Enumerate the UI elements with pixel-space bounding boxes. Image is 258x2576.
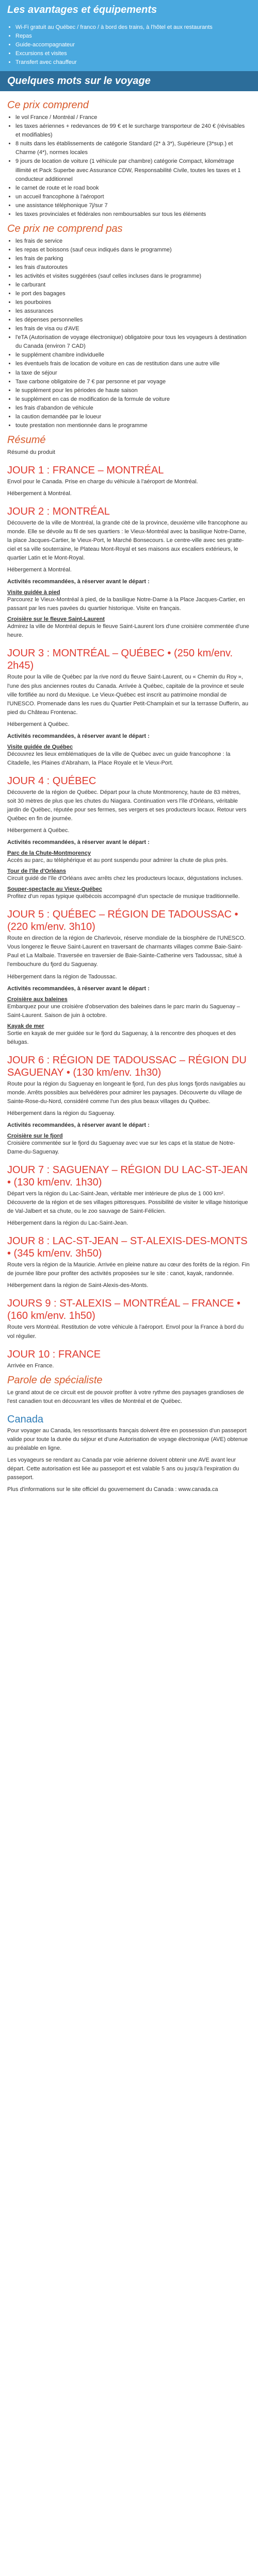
- activity-name: Souper-spectacle au Vieux-Québec: [7, 886, 102, 893]
- prix-ne-comprend-item: • les pourboires: [15, 298, 251, 307]
- prix-ne-comprend-item: • le supplément en cas de modification de la formule de voiture: [15, 395, 251, 404]
- moments-title: Quelques mots sur le voyage: [0, 71, 258, 91]
- highlights-title: Les avantages et équipements: [0, 0, 258, 20]
- day-paragraph: Route vers Montréal. Restitution de votre véhicule à l'aéroport. Envol pour la France à bord du vol régulier.: [7, 1324, 244, 1340]
- day-block: [7, 647, 251, 767]
- activity-text: Circuit guidé de l'île d'Orléans avec arrêts chez les producteurs locaux, dégustations incluses.: [7, 875, 243, 882]
- activities-label: Activités recommandées, à réserver avant le départ :: [7, 1122, 150, 1128]
- speciality-body: [7, 1388, 251, 1494]
- day-paragraph: Arrivée en France.: [7, 1362, 54, 1369]
- day-title: JOUR 6 : RÉGION DE TADOUSSAC – RÉGION DU SAGUENAY • (130 km/env. 1h30): [7, 1054, 247, 1078]
- speciality-paragraph: Plus d'informations sur le site officiel du gouvernement du Canada : www.canada.ca: [7, 1486, 218, 1493]
- day-block: [7, 505, 251, 640]
- activity-text: Découvrez les lieux emblématiques de la ville de Québec avec un guide francophone : la Citadelle, les Plaines d'Abraham, la Place Royale et le Vieux-Port.: [7, 751, 231, 766]
- highlight-item: • Excursions et visites: [15, 49, 251, 58]
- speciality-paragraph: Les voyageurs se rendant au Canada par voie aérienne doivent obtenir une AVE avant leur départ. Cette autorisation est liée au passeport et est valable 5 ans ou jusqu'à l'expiration du passeport.: [7, 1456, 239, 1481]
- prix-ne-comprend-item: • la taxe de séjour: [15, 369, 251, 378]
- day-paragraph: Route vers la région de la Mauricie. Arrivée en pleine nature au cœur des forêts de la région. Fin de journée libre pour profiter des activités proposées sur le site : canot, kayak, randonnée.: [7, 1262, 250, 1277]
- activities-label: Activités recommandées, à réserver avant le départ :: [7, 733, 150, 739]
- day-paragraph: Découverte de la ville de Montréal, la grande cité de la province, deuxième ville francophone au monde. Elle se dévoile au fil de ses quartiers : le Vieux-Montréal avec la basilique Notre-Dame, la place Jacques-Cartier, le Vieux-Port, le Marché Bonsecours. Le centre-ville avec ses gratte-ciel et sa ville souterraine, le Plateau Mont-Royal et ses maisons aux escaliers extérieurs, le quartier Latin et le Mont-Royal.: [7, 519, 248, 562]
- day-paragraph: Hébergement à Québec.: [7, 827, 70, 834]
- prix-ne-comprend-item: • les frais d'abandon de véhicule: [15, 404, 251, 413]
- day-block: [7, 1348, 251, 1370]
- activity-text: Parcourez le Vieux-Montréal à pied, de la basilique Notre-Dame à la Place Jacques-Cartier, en passant par les rues pavées du quartier historique. Visite en français.: [7, 597, 245, 612]
- prix-comprend-item: • les taxes provinciales et fédérales non remboursables sur tous les éléments: [15, 210, 251, 219]
- prix-ne-comprend-item: • le supplément chambre individuelle: [15, 351, 251, 360]
- activity-name: Croisière aux baleines: [7, 996, 68, 1003]
- prix-comprend-item: • 8 nuits dans les établissements de catégorie Standard (2* à 3*), Supérieure (3*sup.) et Charme (4*), normes locales: [15, 140, 251, 157]
- highlight-item: • Wi-Fi gratuit au Québec / franco / à bord des trains, à l'hôtel et aux restaurants: [15, 23, 251, 32]
- country-heading: Canada: [7, 1413, 44, 1425]
- activity-text: Accès au parc, au téléphérique et au pont suspendu pour admirer la chute de plus près.: [7, 857, 228, 864]
- prix-ne-comprend-item: • le supplément pour les périodes de haute saison: [15, 386, 251, 395]
- day-block: [7, 1297, 251, 1341]
- activity-name: Croisière sur le fleuve Saint-Laurent: [7, 616, 105, 623]
- day-title: JOURS 9 : ST-ALEXIS – MONTRÉAL – FRANCE • (160 km/env. 1h50): [7, 1298, 240, 1322]
- activity-name: Kayak de mer: [7, 1023, 44, 1029]
- speciality-title: Parole de spécialiste: [7, 1374, 103, 1386]
- activity-text: Profitez d'un repas typique québécois accompagné d'un spectacle de musique traditionnelle.: [7, 893, 240, 900]
- day-title: JOUR 3 : MONTRÉAL – QUÉBEC • (250 km/env. 2h45): [7, 648, 233, 672]
- resume-subtitle: Résumé du produit: [7, 449, 55, 455]
- prix-ne-comprend-item: • la caution demandée par le loueur: [15, 413, 251, 421]
- day-paragraph: Hébergement à Montréal.: [7, 490, 72, 497]
- day-paragraph: Découverte de la région de Québec. Départ pour la chute Montmorency, haute de 83 mètres, soit 30 mètres de plus que les chutes du Niagara. Continuation vers l'île d'Orléans, véritable jardin de Québec, réputée pour ses fermes, ses vergers et ses producteurs locaux. Retour vers Québec en fin de journée.: [7, 789, 247, 822]
- day-paragraph: Route pour la région du Saguenay en longeant le fjord, l'un des plus longs fjords navigables au monde. Arrêts possibles aux belvédères pour admirer les paysages. Découverte du village de Sainte-Rose-du-Nord, considéré comme l'un des plus beaux villages du Québec.: [7, 1080, 246, 1105]
- day-paragraph: Hébergement à Québec.: [7, 721, 70, 727]
- prix-ne-comprend-item: • les assurances: [15, 307, 251, 316]
- day-block: [7, 1164, 251, 1228]
- prix-comprend-item: • le carnet de route et le road book: [15, 184, 251, 193]
- day-title: JOUR 8 : LAC-ST-JEAN – ST-ALEXIS-DES-MONTS • (345 km/env. 3h50): [7, 1235, 248, 1260]
- speciality-paragraph: Le grand atout de ce circuit est de pouvoir profiter à votre rythme des paysages grandioses de l'est canadien tout en découvrant les villes de Montréal et de Québec.: [7, 1389, 244, 1404]
- activity-text: Admirez la ville de Montréal depuis le fleuve Saint-Laurent lors d'une croisière commentée d'une heure.: [7, 623, 249, 639]
- prix-ne-comprend-item: • les repas et boissons (sauf ceux indiqués dans le programme): [15, 246, 251, 255]
- prix-ne-comprend-item: • les frais d'autoroutes: [15, 263, 251, 272]
- prix-comprend-title: Ce prix comprend: [7, 99, 89, 111]
- prix-ne-comprend-item: • l'eTA (Autorisation de voyage électronique) obligatoire pour tous les voyageurs à destination du Canada (environ 7 CAD): [15, 333, 251, 351]
- day-block: [7, 775, 251, 901]
- speciality-paragraph: Pour voyager au Canada, les ressortissants français doivent être en possession d'un passeport valide pour toute la durée du séjour et d'une Autorisation de voyage électronique (AVE) obtenue au préalable en ligne.: [7, 1427, 248, 1451]
- prix-ne-comprend-item: • les éventuels frais de location de voiture en cas de restitution dans une autre ville: [15, 360, 251, 368]
- prix-comprend-item: • les taxes aériennes + redevances de 99 € et le surcharge transporteur de 240 € (révisables et modifiables): [15, 122, 251, 140]
- prix-ne-comprend-list: [7, 237, 251, 430]
- day-paragraph: Hébergement dans la région du Lac-Saint-Jean.: [7, 1220, 128, 1227]
- day-paragraph: Hébergement à Montréal.: [7, 567, 72, 573]
- prix-ne-comprend-item: • Taxe carbone obligatoire de 7 € par personne et par voyage: [15, 378, 251, 386]
- prix-ne-comprend-item: • les frais de service: [15, 237, 251, 246]
- prix-ne-comprend-item: • les dépenses personnelles: [15, 316, 251, 325]
- activity-text: Croisière commentée sur le fjord du Saguenay avec vue sur les caps et la statue de Notre-Dame-du-Saguenay.: [7, 1140, 235, 1156]
- day-paragraph: Hébergement dans la région de Saint-Alexis-des-Monts.: [7, 1282, 149, 1289]
- day-title: JOUR 7 : SAGUENAY – RÉGION DU LAC-ST-JEAN • (130 km/env. 1h30): [7, 1164, 248, 1189]
- activity-name: Visite guidée à pied: [7, 589, 60, 596]
- activity-name: Tour de l'île d'Orléans: [7, 868, 66, 875]
- prix-comprend-section: [0, 91, 258, 1500]
- itinerary: [7, 464, 251, 1370]
- activity-name: Visite guidée de Québec: [7, 743, 73, 750]
- day-paragraph: Départ vers la région du Lac-Saint-Jean, véritable mer intérieure de plus de 1 000 km². Découverte de la région et de ses villages pittoresques. Possibilité de visiter le village historique de Val-Jalbert et sa chute, ou le zoo sauvage de Saint-Félicien.: [7, 1191, 248, 1215]
- prix-ne-comprend-title: Ce prix ne comprend pas: [7, 223, 123, 234]
- prix-ne-comprend-item: • toute prestation non mentionnée dans le programme: [15, 421, 251, 430]
- activities-label: Activités recommandées, à réserver avant le départ :: [7, 579, 150, 585]
- highlight-item: • Transfert avec chauffeur: [15, 58, 251, 67]
- prix-ne-comprend-item: • les frais de visa ou d'AVE: [15, 325, 251, 333]
- day-paragraph: Hébergement dans la région de Tadoussac.: [7, 973, 117, 980]
- day-block: [7, 1054, 251, 1157]
- prix-comprend-item: • un accueil francophone à l'aéroport: [15, 193, 251, 201]
- prix-comprend-list: [7, 113, 251, 219]
- day-title: JOUR 2 : MONTRÉAL: [7, 505, 110, 517]
- day-paragraph: Route en direction de la région de Charlevoix, réserve mondiale de la biosphère de l'UNESCO. Vous longerez le fleuve Saint-Laurent en traversant de charmants villages comme Baie-Saint-Paul et La Malbaie. Traversée en traversier de Baie-Sainte-Catherine vers Tadoussac, situé à l'embouchure du fjord du Saguenay.: [7, 935, 246, 968]
- prix-ne-comprend-item: • le port des bagages: [15, 290, 251, 298]
- highlight-item: • Guide-accompagnateur: [15, 41, 251, 49]
- day-title: JOUR 5 : QUÉBEC – RÉGION DE TADOUSSAC • (220 km/env. 3h10): [7, 909, 238, 933]
- day-paragraph: Hébergement dans la région du Saguenay.: [7, 1110, 115, 1116]
- resume-title: Résumé: [7, 434, 46, 446]
- prix-comprend-item: • une assistance téléphonique 7j/sur 7: [15, 201, 251, 210]
- prix-ne-comprend-item: • le carburant: [15, 281, 251, 290]
- day-block: [7, 464, 251, 498]
- day-block: [7, 908, 251, 1046]
- activity-name: Parc de la Chute-Montmorency: [7, 850, 91, 857]
- activity-name: Croisière sur le fjord: [7, 1133, 63, 1140]
- activities-label: Activités recommandées, à réserver avant le départ :: [7, 985, 150, 992]
- prix-comprend-item: • le vol France / Montréal / France: [15, 113, 251, 122]
- activities-label: Activités recommandées, à réserver avant le départ :: [7, 839, 150, 846]
- highlights-list: [0, 20, 258, 71]
- activity-text: Sortie en kayak de mer guidée sur le fjord du Saguenay, à la rencontre des phoques et des bélugas.: [7, 1030, 236, 1045]
- day-block: [7, 1235, 251, 1290]
- prix-ne-comprend-item: • les frais de parking: [15, 255, 251, 263]
- day-title: JOUR 4 : QUÉBEC: [7, 775, 96, 787]
- day-paragraph: Route pour la ville de Québec par la rive nord du fleuve Saint-Laurent, ou « Chemin du Roy », l'une des plus anciennes routes du Canada. Arrivée à Québec, capitale de la province et seule ville fortifiée au nord du Mexique. Le Vieux-Québec est inscrit au patrimoine mondial de l'UNESCO. Promenade dans les rues du Quartier Petit-Champlain et sur la terrasse Dufferin, au pied du Château Frontenac.: [7, 674, 249, 716]
- day-title: JOUR 10 : FRANCE: [7, 1348, 101, 1360]
- day-paragraph: Envol pour le Canada. Prise en charge du véhicule à l'aéroport de Montréal.: [7, 478, 198, 485]
- prix-comprend-item: • 9 jours de location de voiture (1 véhicule par chambre) catégorie Compact, kilométrage illimité et Pack Superbe avec Assurance CDW, Responsabilité Civile, toutes les taxes et 1 conducteur additionnel: [15, 157, 251, 183]
- activity-text: Embarquez pour une croisière d'observation des baleines dans le parc marin du Saguenay – Saint-Laurent. Saison de juin à octobre.: [7, 1003, 240, 1019]
- day-title: JOUR 1 : FRANCE – MONTRÉAL: [7, 464, 164, 476]
- highlight-item: • Repas: [15, 32, 251, 41]
- prix-ne-comprend-item: • les activités et visites suggérées (sauf celles incluses dans le programme): [15, 272, 251, 281]
